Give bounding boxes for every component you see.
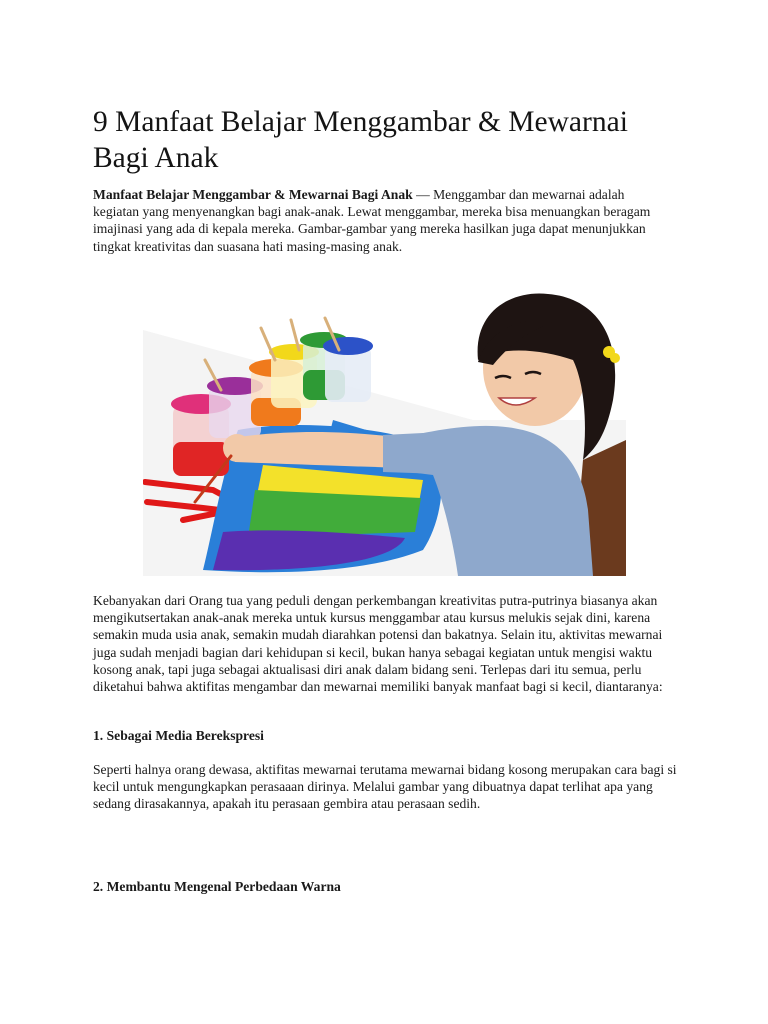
girl-painting-illustration: [143, 270, 626, 576]
intro-lead: Manfaat Belajar Menggambar & Mewarnai Bagi Anak: [93, 187, 413, 202]
section-heading-1: 1. Sebagai Media Berekspresi: [93, 728, 264, 743]
article-photo: [143, 270, 626, 576]
intro-text: Menggambar dan mewarnai adalah kegiatan yang menyenangkan bagi anak-anak. Lewat menggambar, mereka bisa menuangkan beragam imajinasi yang ada di kepala mereka. Gambar-gambar yang mereka hasilkan juga dapat menunjukkan tingkat kreativitas dan suasana hati masing-masing anak.: [93, 187, 651, 254]
section-heading-2: 2. Membantu Mengenal Perbedaan Warna: [93, 879, 341, 894]
intro-paragraph: [93, 186, 668, 255]
article-title: 9 Manfaat Belajar Menggambar & Mewarnai Bagi Anak: [93, 106, 628, 174]
body-paragraph-2: Kebanyakan dari Orang tua yang peduli dengan perkembangan kreativitas putra-putrinya biasanya akan mengikutsertakan anak-anak mereka untuk kursus menggambar atau kursus melukis sejak dini, karena semakin muda usia anak, semakin mudah diarahkan potensi dan bakatnya. Selain itu, aktivitas mewarnai juga sudah menjadi bagian dari kehidupan si kecil, bukan hanya sebagai kegiatan untuk mengisi waktu kosong anak, tapi juga sebagai aktualisasi diri anak dalam bidang seni. Terlepas dari itu semua, perlu diketahui bahwa aktifitas mengambar dan mewarnai memiliki banyak manfaat bagi si kecil, diantaranya:: [93, 593, 663, 695]
intro-dash: —: [412, 187, 434, 202]
body-paragraph-3: Seperti halnya orang dewasa, aktifitas mewarnai terutama mewarnai bidang kosong merupakan cara bagi si kecil untuk mengungkapkan perasaaan dirinya. Melalui gambar yang dibuatnya dapat terlihat apa yang sedang dirasakannya, apakah itu perasaan gembira atau perasaan sedih.: [93, 762, 677, 812]
